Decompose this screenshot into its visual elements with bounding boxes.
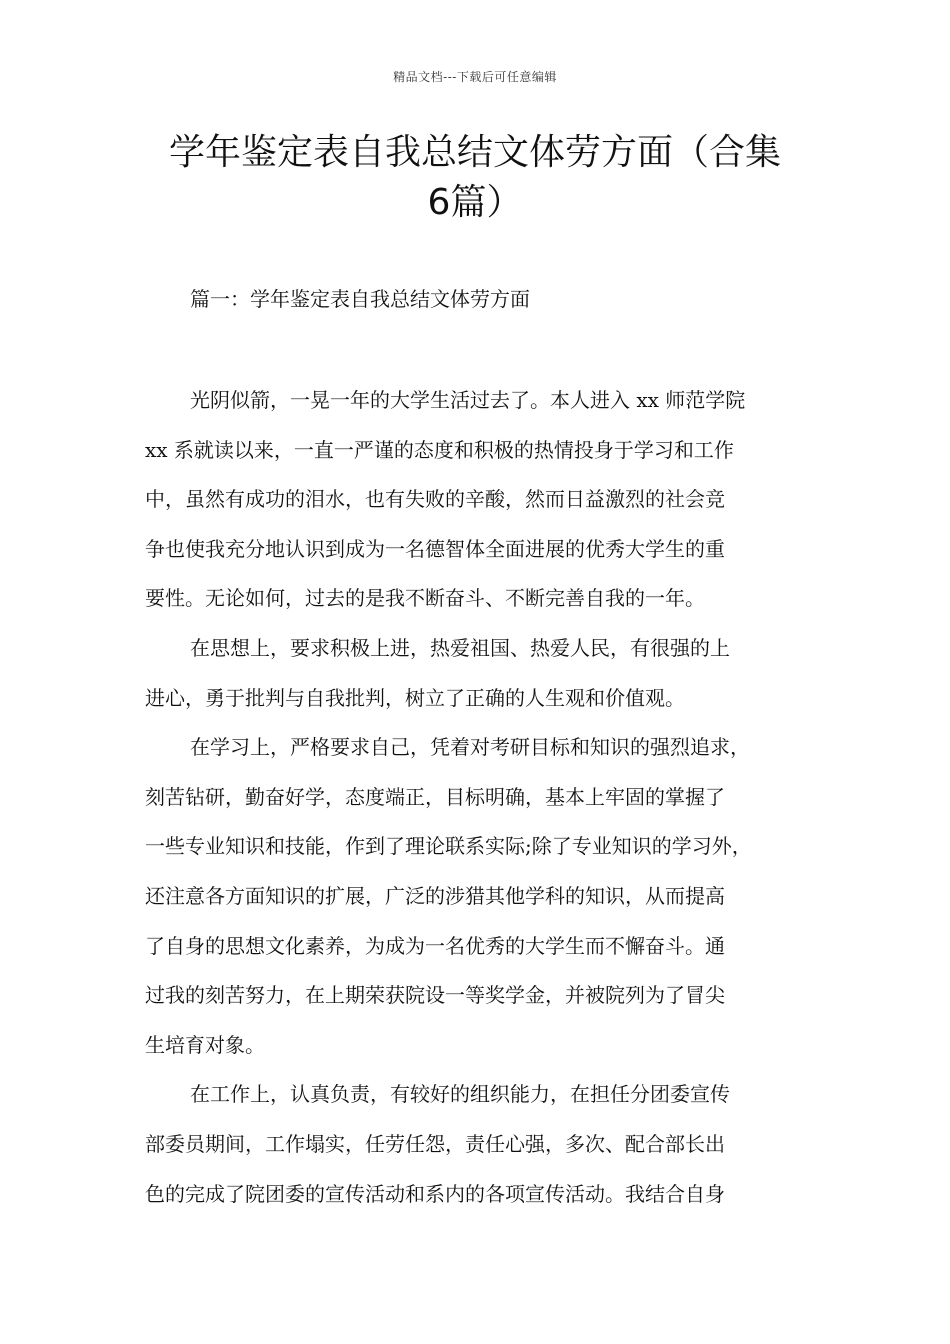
paragraph-line: 要性。无论如何，过去的是我不断奋斗、不断完善自我的一年。 (145, 586, 705, 611)
paragraph-4 (145, 1070, 845, 1219)
paragraph-line: 刻苦钻研，勤奋好学，态度端正，目标明确，基本上牢固的掌握了 (145, 784, 725, 809)
paragraph-3 (145, 723, 845, 1070)
paragraph-2 (145, 624, 845, 723)
paragraph-line: 过我的刻苦努力，在上期荣获院设一等奖学金，并被院列为了冒尖 (145, 983, 725, 1008)
paragraph-line: 生培育对象。 (145, 1032, 265, 1057)
paragraph-line: 在思想上，要求积极上进，热爱祖国、热爱人民，有很强的上 (190, 635, 730, 660)
paragraph-line: 光阴似箭，一晃一年的大学生活过去了。本人进入 xx 师范学院 (190, 388, 746, 412)
paragraph-line: 部委员期间，工作塌实，任劳任怨，责任心强，多次、配合部长出 (145, 1131, 725, 1156)
paragraph-line: 进心，勇于批判与自我批判，树立了正确的人生观和价值观。 (145, 685, 685, 710)
paragraph-line: xx 系就读以来，一直一严谨的态度和积极的热情投身于学习和工作 (145, 437, 734, 462)
section-heading: 篇一：学年鉴定表自我总结文体劳方面 (190, 287, 530, 311)
paragraph-line: 在学习上，严格要求自己，凭着对考研目标和知识的强烈追求， (190, 735, 750, 760)
document-title (110, 128, 840, 228)
paragraph-line: 还注意各方面知识的扩展，广泛的涉猎其他学科的知识，从而提高 (145, 883, 725, 908)
header-note: 精品文档---下载后可任意编辑 (393, 70, 557, 84)
paragraph-line: 了自身的思想文化素养，为成为一名优秀的大学生而不懈奋斗。通 (145, 933, 725, 958)
document-body (145, 376, 845, 1219)
title-line-2: 6篇） (427, 182, 523, 223)
paragraph-line: 中，虽然有成功的泪水，也有失败的辛酸，然而日益激烈的社会竞 (145, 487, 725, 512)
paragraph-line: 一些专业知识和技能，作到了理论联系实际;除了专业知识的学习外， (145, 834, 752, 859)
paragraph-1 (145, 376, 845, 624)
paragraph-line: 色的完成了院团委的宣传活动和系内的各项宣传活动。我结合自身 (145, 1181, 725, 1206)
paragraph-line: 在工作上，认真负责，有较好的组织能力，在担任分团委宣传 (190, 1082, 730, 1107)
title-line-1: 学年鉴定表自我总结文体劳方面（合集 (168, 132, 781, 173)
paragraph-line: 争也使我充分地认识到成为一名德智体全面进展的优秀大学生的重 (145, 536, 725, 561)
